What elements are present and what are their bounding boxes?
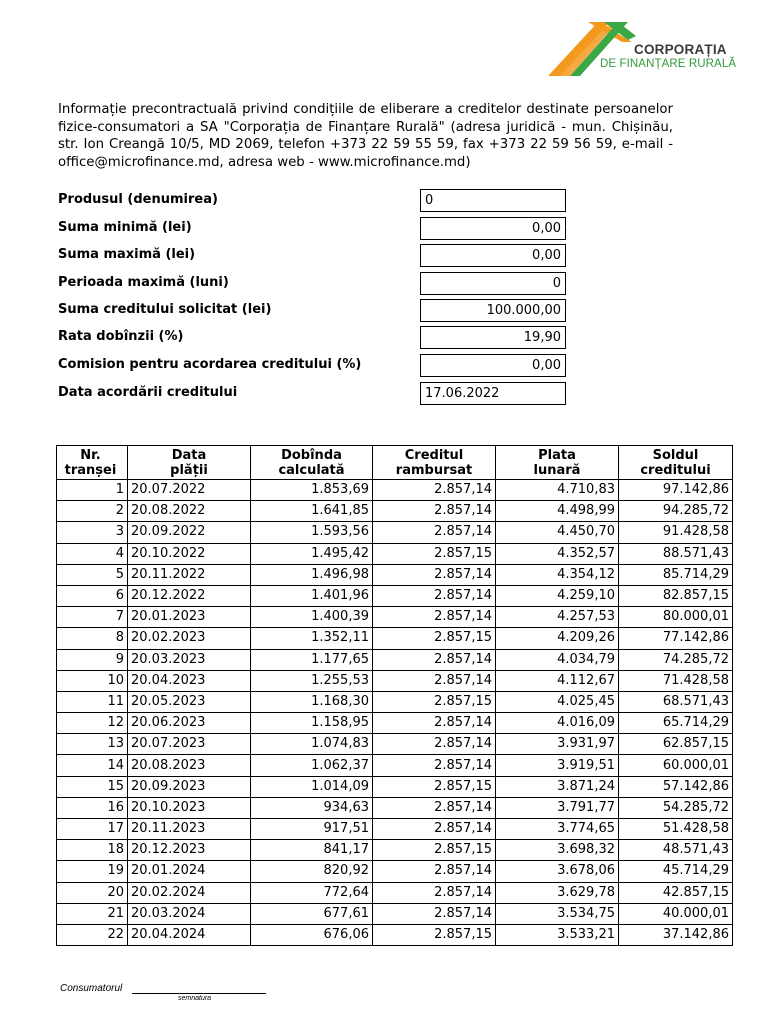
cell-interest: 772,64 [251,882,373,903]
table-row [57,840,733,861]
logo-line-1: CORPORAȚIA [634,42,727,57]
cell-balance: 91.428,58 [619,522,733,543]
cell-principal: 2.857,15 [373,840,496,861]
header-monthly-payment [496,446,619,480]
cell-balance: 62.857,15 [619,734,733,755]
table-row [57,903,733,924]
table-row [57,924,733,945]
cell-payment-date: 20.04.2024 [128,924,251,945]
table-row [57,628,733,649]
cell-payment-date: 20.08.2023 [128,755,251,776]
field-label-min-sum: Suma minimă (lei) [58,220,192,235]
cell-balance: 71.428,58 [619,670,733,691]
intro-paragraph: Informație precontractuală privind condițiile de eliberare a creditelor destinate persoanelor fizice-consumatori a SA "Corporația de Finanțare Rurală" (adresa juridică - mun. Chișinău, str. Ion Creangă 10/5, MD 2069, telefon +373 22 59 55 59, fax +373 22 59 56 59, e-mail - office@microfinance.md, adresa web - www.microfinance.md) [58,102,673,170]
cell-interest: 1.352,11 [251,628,373,649]
field-label-requested-sum: Suma creditului solicitat (lei) [58,302,272,317]
cell-interest: 1.593,56 [251,522,373,543]
cell-monthly-payment: 3.534,75 [496,903,619,924]
table-row [57,522,733,543]
repayment-schedule-table [56,445,733,946]
field-value-max-period: 0 [420,272,566,295]
table-row [57,564,733,585]
field-label-grant-date: Data acordării creditului [58,385,238,400]
field-value-min-sum: 0,00 [420,217,566,240]
cell-payment-date: 20.10.2023 [128,797,251,818]
cell-principal: 2.857,14 [373,501,496,522]
cell-monthly-payment: 4.450,70 [496,522,619,543]
cell-installment-no: 1 [57,480,128,501]
table-row [57,670,733,691]
cell-installment-no: 2 [57,501,128,522]
header-text: plății [170,462,208,478]
cell-installment-no: 7 [57,607,128,628]
header-interest [251,446,373,480]
cell-interest: 1.014,09 [251,776,373,797]
header-principal [373,446,496,480]
cell-payment-date: 20.09.2023 [128,776,251,797]
cell-balance: 40.000,01 [619,903,733,924]
cell-installment-no: 14 [57,755,128,776]
cell-monthly-payment: 3.774,65 [496,819,619,840]
cell-payment-date: 20.05.2023 [128,691,251,712]
table-row [57,734,733,755]
cell-interest: 1.495,42 [251,543,373,564]
cell-principal: 2.857,14 [373,819,496,840]
header-text: Data [171,447,207,463]
cell-payment-date: 20.03.2023 [128,649,251,670]
field-value-commission: 0,00 [420,354,566,377]
table-header-row [57,446,733,480]
cell-principal: 2.857,14 [373,882,496,903]
cell-balance: 48.571,43 [619,840,733,861]
cell-principal: 2.857,14 [373,713,496,734]
cell-balance: 94.285,72 [619,501,733,522]
cell-monthly-payment: 3.629,78 [496,882,619,903]
field-label-max-sum: Suma maximă (lei) [58,247,196,262]
cell-principal: 2.857,14 [373,649,496,670]
cell-payment-date: 20.02.2024 [128,882,251,903]
table-row [57,713,733,734]
field-value-grant-date: 17.06.2022 [420,382,566,405]
cell-installment-no: 22 [57,924,128,945]
cell-interest: 934,63 [251,797,373,818]
cell-interest: 917,51 [251,819,373,840]
cell-principal: 2.857,14 [373,755,496,776]
cell-principal: 2.857,14 [373,480,496,501]
cell-balance: 45.714,29 [619,861,733,882]
cell-principal: 2.857,14 [373,585,496,606]
table-row [57,861,733,882]
cell-interest: 1.168,30 [251,691,373,712]
cell-principal: 2.857,14 [373,903,496,924]
table-row [57,607,733,628]
cell-principal: 2.857,15 [373,628,496,649]
table-row [57,797,733,818]
field-value-requested-sum: 100.000,00 [420,299,566,322]
cell-payment-date: 20.01.2024 [128,861,251,882]
header-text: lunară [533,462,581,478]
cell-balance: 60.000,01 [619,755,733,776]
cell-balance: 85.714,29 [619,564,733,585]
cell-interest: 820,92 [251,861,373,882]
cell-monthly-payment: 4.257,53 [496,607,619,628]
cell-balance: 68.571,43 [619,691,733,712]
cell-principal: 2.857,14 [373,861,496,882]
cell-principal: 2.857,14 [373,670,496,691]
signature-label: Consumatorul [60,983,123,994]
field-label-interest-rate: Rata dobînzii (%) [58,329,184,344]
header-text: Plata [538,447,576,463]
signature-caption: semnatura [178,995,212,1002]
cell-monthly-payment: 3.678,06 [496,861,619,882]
cell-installment-no: 12 [57,713,128,734]
cell-principal: 2.857,14 [373,734,496,755]
cell-monthly-payment: 4.498,99 [496,501,619,522]
logo-line-2: DE FINANȚARE RURALĂ [600,58,737,70]
cell-monthly-payment: 4.710,83 [496,480,619,501]
header-text: Dobînda [281,447,342,463]
cell-principal: 2.857,14 [373,797,496,818]
cell-principal: 2.857,14 [373,607,496,628]
cell-payment-date: 20.06.2023 [128,713,251,734]
cell-interest: 1.496,98 [251,564,373,585]
field-value-interest-rate: 19,90 [420,326,566,349]
cell-balance: 54.285,72 [619,797,733,818]
cell-payment-date: 20.01.2023 [128,607,251,628]
cell-monthly-payment: 4.354,12 [496,564,619,585]
header-text: calculată [278,462,345,478]
header-text: creditului [640,462,711,478]
cell-balance: 74.285,72 [619,649,733,670]
cell-interest: 1.400,39 [251,607,373,628]
cell-payment-date: 20.04.2023 [128,670,251,691]
cell-interest: 676,06 [251,924,373,945]
header-installment-no [57,446,128,480]
cell-payment-date: 20.11.2022 [128,564,251,585]
cell-payment-date: 20.07.2023 [128,734,251,755]
table-row [57,585,733,606]
cell-monthly-payment: 3.919,51 [496,755,619,776]
cell-balance: 51.428,58 [619,819,733,840]
cell-interest: 1.074,83 [251,734,373,755]
table-row [57,649,733,670]
cell-balance: 57.142,86 [619,776,733,797]
cell-payment-date: 20.12.2022 [128,585,251,606]
cell-payment-date: 20.02.2023 [128,628,251,649]
cell-principal: 2.857,15 [373,543,496,564]
header-text: tranșei [64,462,117,478]
header-text: Nr. [80,447,101,463]
cell-payment-date: 20.07.2022 [128,480,251,501]
table-row [57,501,733,522]
cell-installment-no: 16 [57,797,128,818]
cell-balance: 65.714,29 [619,713,733,734]
cell-monthly-payment: 3.533,21 [496,924,619,945]
cell-monthly-payment: 4.259,10 [496,585,619,606]
cell-installment-no: 9 [57,649,128,670]
cell-principal: 2.857,14 [373,522,496,543]
cell-interest: 1.177,65 [251,649,373,670]
cell-balance: 82.857,15 [619,585,733,606]
table-row [57,543,733,564]
cell-payment-date: 20.12.2023 [128,840,251,861]
cell-principal: 2.857,15 [373,776,496,797]
cell-monthly-payment: 4.209,26 [496,628,619,649]
cell-installment-no: 11 [57,691,128,712]
cell-balance: 97.142,86 [619,480,733,501]
cell-balance: 37.142,86 [619,924,733,945]
cell-balance: 80.000,01 [619,607,733,628]
cell-interest: 841,17 [251,840,373,861]
cell-interest: 1.641,85 [251,501,373,522]
cell-payment-date: 20.03.2024 [128,903,251,924]
cell-balance: 88.571,43 [619,543,733,564]
cell-installment-no: 4 [57,543,128,564]
field-label-commission: Comision pentru acordarea creditului (%) [58,357,362,372]
table-row [57,480,733,501]
cell-interest: 677,61 [251,903,373,924]
cell-monthly-payment: 4.025,45 [496,691,619,712]
cell-interest: 1.853,69 [251,480,373,501]
cell-principal: 2.857,14 [373,564,496,585]
cell-installment-no: 8 [57,628,128,649]
header-balance [619,446,733,480]
cell-monthly-payment: 3.871,24 [496,776,619,797]
header-text: rambursat [395,462,473,478]
cell-principal: 2.857,15 [373,924,496,945]
cell-installment-no: 5 [57,564,128,585]
cell-principal: 2.857,15 [373,691,496,712]
field-label-max-period: Perioada maximă (luni) [58,275,229,290]
cell-installment-no: 20 [57,882,128,903]
cell-monthly-payment: 4.016,09 [496,713,619,734]
signature-line [132,993,266,994]
cell-installment-no: 10 [57,670,128,691]
cell-balance: 42.857,15 [619,882,733,903]
cell-installment-no: 17 [57,819,128,840]
cell-interest: 1.401,96 [251,585,373,606]
cell-interest: 1.255,53 [251,670,373,691]
field-label-product: Produsul (denumirea) [58,192,218,207]
cell-installment-no: 6 [57,585,128,606]
cell-interest: 1.158,95 [251,713,373,734]
cell-monthly-payment: 4.112,67 [496,670,619,691]
table-row [57,882,733,903]
table-row [57,691,733,712]
header-payment-date [128,446,251,480]
cell-payment-date: 20.11.2023 [128,819,251,840]
cell-payment-date: 20.09.2022 [128,522,251,543]
cell-installment-no: 21 [57,903,128,924]
cell-installment-no: 13 [57,734,128,755]
cell-interest: 1.062,37 [251,755,373,776]
table-row [57,755,733,776]
header-text: Soldul [652,447,699,463]
cell-balance: 77.142,86 [619,628,733,649]
table-row [57,776,733,797]
cell-payment-date: 20.10.2022 [128,543,251,564]
cell-monthly-payment: 4.352,57 [496,543,619,564]
field-value-max-sum: 0,00 [420,244,566,267]
cell-monthly-payment: 3.698,32 [496,840,619,861]
cell-installment-no: 19 [57,861,128,882]
cell-installment-no: 18 [57,840,128,861]
cell-installment-no: 3 [57,522,128,543]
header-text: Creditul [404,447,464,463]
company-logo [548,18,738,78]
cell-installment-no: 15 [57,776,128,797]
cell-payment-date: 20.08.2022 [128,501,251,522]
cell-monthly-payment: 4.034,79 [496,649,619,670]
field-value-product: 0 [420,189,566,212]
cell-monthly-payment: 3.791,77 [496,797,619,818]
cell-monthly-payment: 3.931,97 [496,734,619,755]
table-row [57,819,733,840]
